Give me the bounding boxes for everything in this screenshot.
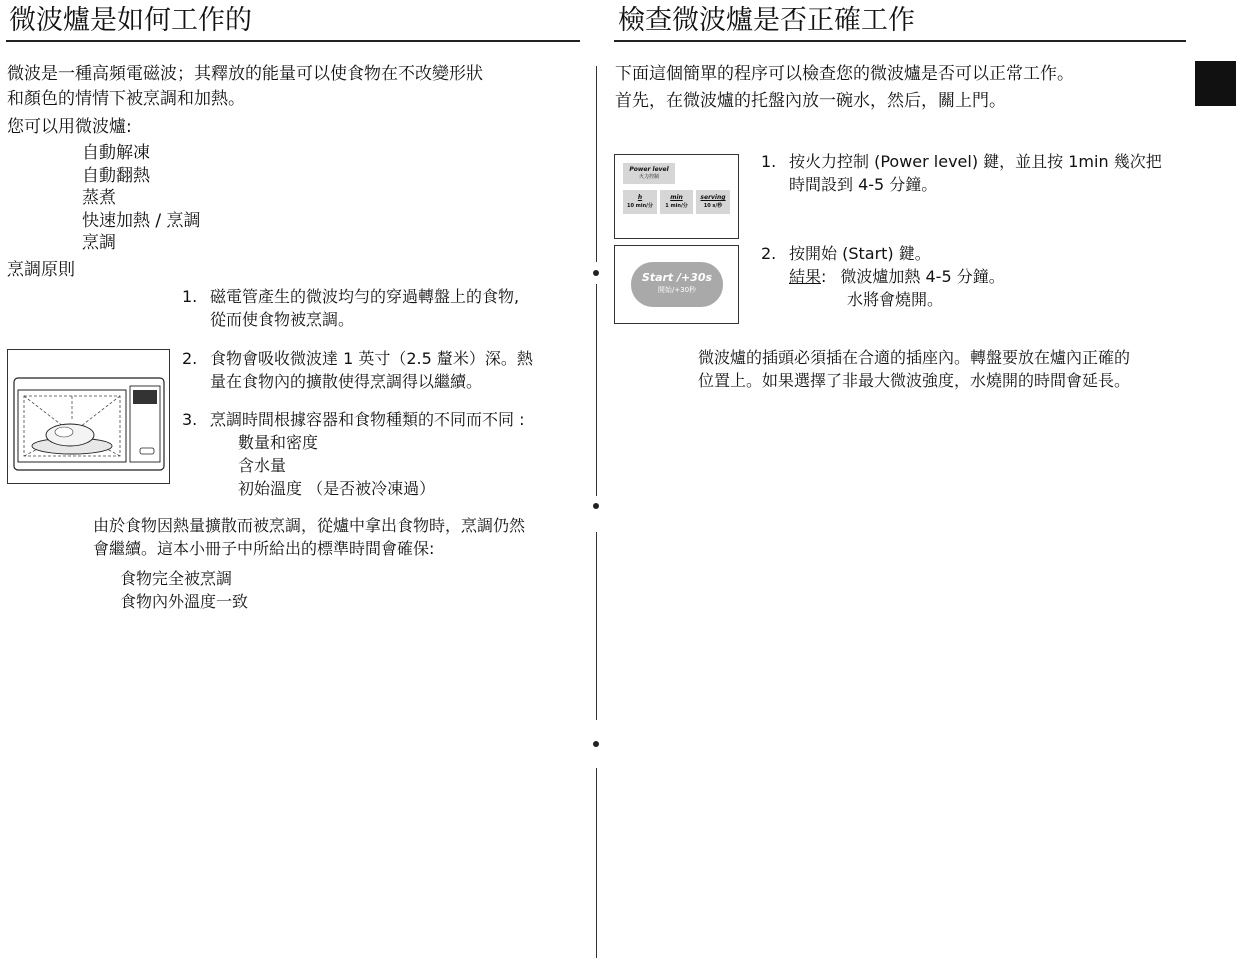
divider-dot bbox=[593, 741, 599, 747]
uses-item: 烹調 bbox=[82, 233, 116, 253]
right-note-line-1: 微波爐的插頭必須插在合適的插座內。轉盤要放在爐內正確的 bbox=[698, 348, 1131, 367]
left-title-rule bbox=[6, 40, 580, 42]
uses-item: 自動翻熱 bbox=[82, 165, 150, 186]
right-intro-line-1: 下面這個簡單的程序可以檢查您的微波爐是否可以正常工作。 bbox=[615, 64, 1074, 84]
step-number: 2. bbox=[761, 244, 777, 263]
microwave-oven-icon bbox=[8, 350, 169, 483]
principle-number: 3. bbox=[182, 410, 198, 429]
principle-2 bbox=[182, 347, 533, 393]
hour-key bbox=[623, 190, 657, 214]
principle-subitem: 數量和密度 bbox=[238, 433, 319, 452]
hour-key-label: h bbox=[637, 194, 643, 201]
start-button-illustration bbox=[631, 262, 723, 307]
right-title: 檢查微波爐是否正確工作 bbox=[618, 5, 915, 36]
left-note-line-2: 會繼續。這本小冊子中所給出的標準時間會確保: bbox=[93, 539, 435, 558]
result-text: 微波爐加熱 4-5 分鐘。 bbox=[840, 267, 1005, 286]
minute-key-label: min bbox=[670, 194, 683, 201]
principle-number: 1. bbox=[182, 287, 198, 306]
step-text: 時間設到 4-5 分鐘。 bbox=[789, 175, 938, 194]
principle-subitem: 初始溫度 （是否被冷凍過） bbox=[238, 479, 436, 498]
principles-heading: 烹調原則 bbox=[7, 260, 75, 280]
step-1 bbox=[761, 150, 1162, 196]
step-text: 按火力控制 (Power level) 鍵，並且按 1min 幾次把 bbox=[789, 152, 1162, 171]
right-intro-line-2: 首先，在微波爐的托盤內放一碗水，然后，關上門。 bbox=[615, 91, 1006, 111]
serving-key-label: serving bbox=[700, 194, 726, 201]
start-button-label: Start /+30s bbox=[641, 271, 713, 284]
uses-item: 蒸煮 bbox=[82, 188, 116, 208]
step-2 bbox=[761, 242, 1005, 311]
power-level-panel-illustration bbox=[614, 154, 739, 239]
power-level-label-zh: 火力控制 bbox=[638, 174, 659, 180]
uses-item: 自動解凍 bbox=[82, 143, 150, 163]
minute-key bbox=[660, 190, 693, 214]
uses-heading: 您可以用微波爐: bbox=[7, 117, 132, 137]
serving-key-sublabel: 10 s/秒 bbox=[703, 203, 723, 209]
principle-text: 量在食物內的擴散使得烹調得以繼續。 bbox=[210, 372, 483, 391]
result-item: 食物完全被烹調 bbox=[120, 569, 233, 588]
hour-key-sublabel: 10 min/分 bbox=[626, 203, 653, 209]
minute-key-sublabel: 1 min/分 bbox=[665, 203, 688, 209]
result-colon: : bbox=[821, 267, 827, 286]
principle-text: 烹調時間根據容器和食物種類的不同而不同 : bbox=[210, 410, 525, 429]
column-divider bbox=[596, 284, 597, 496]
divider-dot bbox=[593, 270, 599, 276]
start-button-label-zh: 開始/+30秒 bbox=[657, 286, 697, 294]
section-tab-marker bbox=[1195, 61, 1236, 106]
divider-dot bbox=[593, 503, 599, 509]
serving-key bbox=[696, 190, 730, 214]
uses-item: 快速加熱 / 烹調 bbox=[82, 210, 201, 231]
power-level-key bbox=[623, 163, 675, 184]
power-level-label: Power level bbox=[629, 166, 669, 173]
principle-text: 從而使食物被烹調。 bbox=[210, 310, 355, 329]
principle-1 bbox=[182, 285, 519, 331]
right-title-rule bbox=[614, 40, 1186, 42]
left-title: 微波爐是如何工作的 bbox=[9, 5, 252, 36]
left-intro-line-2: 和顏色的情情下被烹調和加熱。 bbox=[7, 89, 245, 109]
principle-3 bbox=[182, 408, 524, 500]
result-text: 水將會燒開。 bbox=[847, 290, 944, 309]
left-intro-line-1: 微波是一種高頻電磁波；其釋放的能量可以使食物在不改變形狀 bbox=[7, 64, 483, 84]
column-divider bbox=[596, 768, 597, 958]
microwave-illustration bbox=[7, 349, 170, 484]
principle-text: 磁電管產生的微波均勻的穿過轉盤上的食物, bbox=[210, 287, 520, 306]
column-divider bbox=[596, 532, 597, 720]
principle-subitem: 含水量 bbox=[238, 456, 287, 475]
left-note-line-1: 由於食物因熱量擴散而被烹調，從爐中拿出食物時，烹調仍然 bbox=[93, 516, 526, 535]
step-result bbox=[789, 265, 1005, 288]
step-number: 1. bbox=[761, 152, 777, 171]
result-item: 食物內外溫度一致 bbox=[120, 592, 249, 611]
principle-text: 食物會吸收微波達 1 英寸（2.5 釐米）深。熱 bbox=[210, 349, 533, 368]
uses-list bbox=[82, 142, 201, 255]
result-label: 結果 bbox=[789, 267, 822, 286]
step-text: 按開始 (Start) 鍵。 bbox=[789, 244, 931, 263]
column-divider bbox=[596, 66, 597, 262]
start-panel-illustration bbox=[614, 245, 739, 324]
principle-number: 2. bbox=[182, 349, 198, 368]
right-note-line-2: 位置上。如果選擇了非最大微波強度，水燒開的時間會延長。 bbox=[698, 371, 1131, 390]
